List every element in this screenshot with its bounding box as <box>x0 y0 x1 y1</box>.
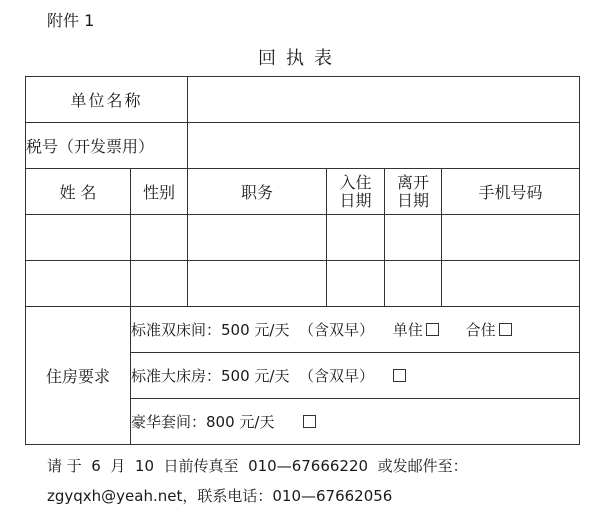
col-title-header: 职务 <box>188 169 327 215</box>
housing-requirement-label: 住房要求 <box>26 307 131 445</box>
checkout-cell[interactable] <box>385 261 442 307</box>
room-option-king <box>131 353 580 399</box>
name-cell[interactable] <box>26 215 131 261</box>
col-checkin-line1: 入住 <box>339 172 372 192</box>
gender-cell[interactable] <box>131 261 188 307</box>
col-checkout-line1: 离开 <box>397 172 430 192</box>
col-name-header: 姓 名 <box>26 169 131 215</box>
king-room-checkbox[interactable] <box>393 369 406 382</box>
col-gender-header: 性别 <box>131 169 188 215</box>
title-cell[interactable] <box>188 215 327 261</box>
shared-occupancy-label: 合住 <box>465 321 496 339</box>
single-occupancy-checkbox[interactable] <box>426 323 439 336</box>
name-cell[interactable] <box>26 261 131 307</box>
room-suite-text: 豪华套间：800 元/天 <box>131 413 275 431</box>
attachment-label: 附件 1 <box>47 11 95 30</box>
checkin-cell[interactable] <box>327 215 385 261</box>
page-title: 回执表 <box>258 48 342 69</box>
room-option-twin <box>131 307 580 353</box>
shared-occupancy-checkbox[interactable] <box>499 323 512 336</box>
checkin-cell[interactable] <box>327 261 385 307</box>
room-king-text: 标准大床房：500 元/天 （含双早） <box>131 367 374 385</box>
col-checkin-line2: 日期 <box>339 190 372 210</box>
checkout-cell[interactable] <box>385 215 442 261</box>
col-phone-header: 手机号码 <box>442 169 580 215</box>
tax-number-label: 税号（开发票用） <box>26 123 188 169</box>
tax-number-field[interactable] <box>188 123 580 169</box>
table-row <box>26 261 580 307</box>
footer-instructions: 请 于 6 月 10 日前传真至 010—67666220 或发邮件至： <box>47 457 468 475</box>
unit-name-field[interactable] <box>188 77 580 123</box>
phone-cell[interactable] <box>442 215 580 261</box>
title-cell[interactable] <box>188 261 327 307</box>
unit-name-label: 单位名称 <box>26 77 188 123</box>
phone-cell[interactable] <box>442 261 580 307</box>
footer-contact: zgyqxh@yeah.net，联系电话：010—67662056 <box>47 487 393 505</box>
room-twin-text: 标准双床间：500 元/天 （含双早） <box>131 321 374 339</box>
col-checkout-header <box>385 169 442 215</box>
gender-cell[interactable] <box>131 215 188 261</box>
suite-room-checkbox[interactable] <box>303 415 316 428</box>
single-occupancy-label: 单住 <box>392 321 423 339</box>
room-option-suite <box>131 399 580 445</box>
table-row <box>26 215 580 261</box>
col-checkout-line2: 日期 <box>397 190 430 210</box>
col-checkin-header <box>327 169 385 215</box>
receipt-form-table <box>25 76 580 445</box>
